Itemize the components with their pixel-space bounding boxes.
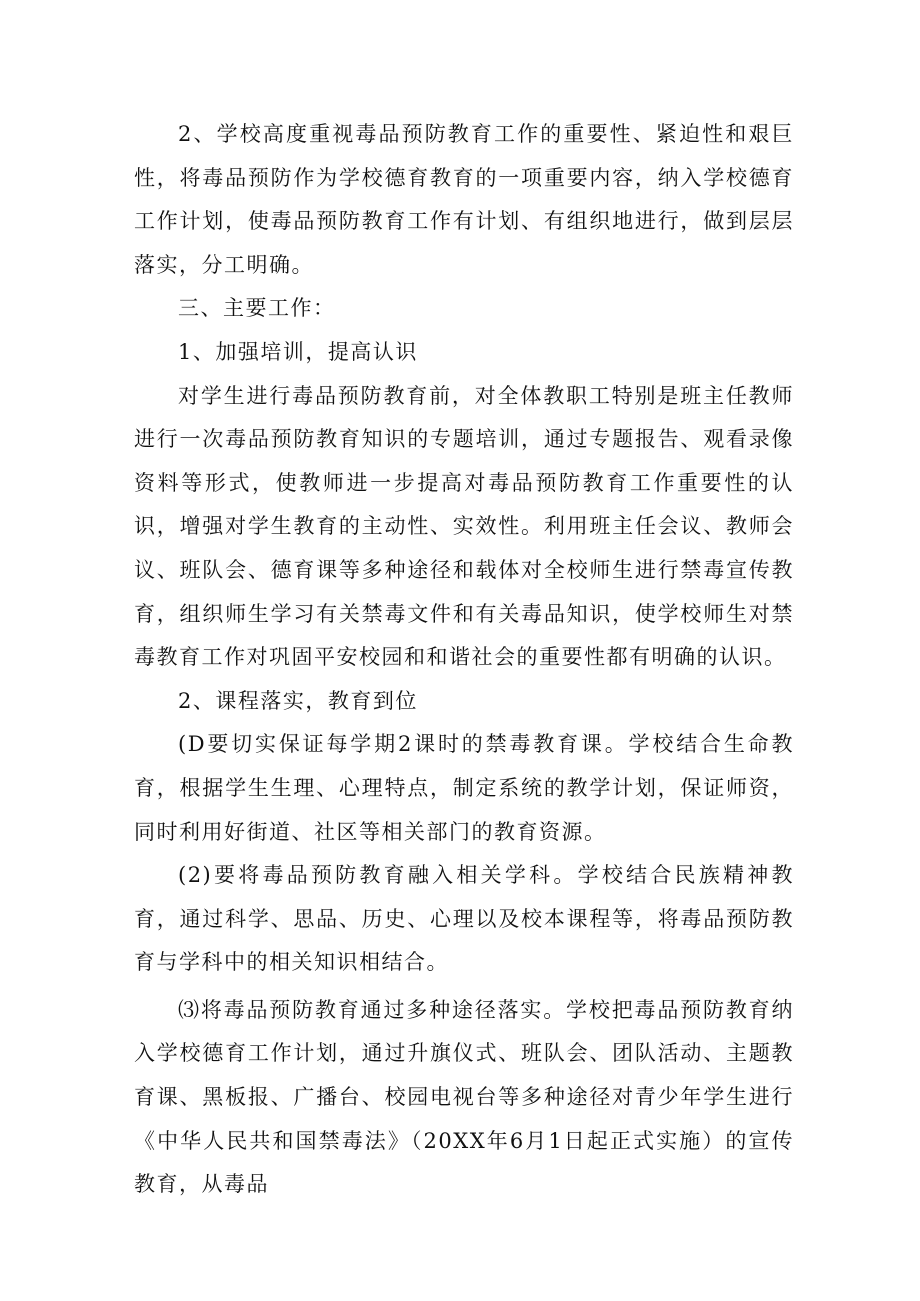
subheading-curriculum: 2、课程落实，教育到位: [178, 688, 418, 713]
section-heading-main-work: 三、主要工作：: [178, 296, 336, 321]
paragraph-curriculum-item-1: (D要切实保证每学期2课时的禁毒教育课。学校结合生命教育，根据学生生理、心理特点，制定系统的教学计划，保证师资，同时利用好街道、社区等相关部门的教育资源。: [134, 732, 794, 844]
paragraph-curriculum-item-3: ⑶将毒品预防教育通过多种途径落实。学校把毒品预防教育纳入学校德育工作计划，通过升旗仪式、班队会、团队活动、主题教育课、黑板报、广播台、校园电视台等多种途径对青少年学生进行《中华人民共和国禁毒法》（20XX年6月1日起正式实施）的宣传教育，从毒品: [134, 997, 794, 1197]
document-body: [134, 113, 794, 1207]
paragraph-training: 对学生进行毒品预防教育前，对全体教职工特别是班主任教师进行一次毒品预防教育知识的专题培训，通过专题报告、观看录像资料等形式，使教师进一步提高对毒品预防教育工作重要性的认识，增强对学生教育的主动性、实效性。利用班主任会议、教师会议、班队会、德育课等多种途径和载体对全校师生进行禁毒宣传教育，组织师生学习有关禁毒文件和有关毒品知识，使学校师生对禁毒教育工作对巩固平安校园和和谐社会的重要性都有明确的认识。: [134, 383, 794, 670]
subheading-training: 1、加强培训，提高认识: [178, 339, 418, 364]
paragraph-curriculum-item-2: (2)要将毒品预防教育融入相关学科。学校结合民族精神教育，通过科学、思品、历史、心理以及校本课程等，将毒品预防教育与学科中的相关知识相结合。: [134, 863, 794, 975]
paragraph-school-emphasis: 2、学校高度重视毒品预防教育工作的重要性、紧迫性和艰巨性，将毒品预防作为学校德育教育的一项重要内容，纳入学校德育工作计划，使毒品预防教育工作有计划、有组织地进行，做到层层落实，分工明确。: [134, 122, 794, 277]
